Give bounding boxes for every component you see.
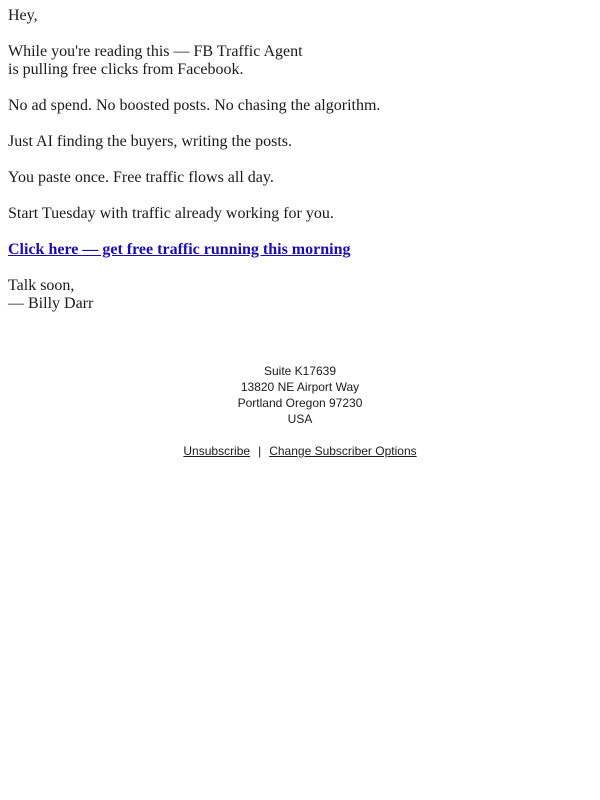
signoff-block (8, 277, 592, 313)
paste-once-paragraph: You paste once. Free traffic flows all day. (8, 169, 274, 186)
address-line-3: Portland Oregon 97230 (237, 396, 363, 410)
unsubscribe-link[interactable]: Unsubscribe (183, 444, 251, 458)
ai-paragraph: Just AI finding the buyers, writing the posts. (8, 133, 292, 150)
cta-paragraph (8, 241, 592, 259)
footer-links (0, 443, 600, 459)
start-tuesday-paragraph: Start Tuesday with traffic already working for you. (8, 205, 334, 222)
no-ad-spend-paragraph: No ad spend. No boosted posts. No chasing the algorithm. (8, 97, 381, 114)
change-subscriber-options-link[interactable]: Change Subscriber Options (269, 444, 417, 458)
intro-paragraph (8, 43, 592, 79)
signoff: Talk soon, (8, 277, 75, 294)
mailing-address (0, 363, 600, 427)
cta-link[interactable]: Click here — get free traffic running this morning (8, 241, 351, 258)
intro-line-2: is pulling free clicks from Facebook. (8, 61, 244, 78)
address-line-4: USA (287, 412, 313, 426)
email-footer (0, 363, 600, 459)
link-separator: | (258, 444, 262, 458)
signature: — Billy Darr (8, 295, 94, 312)
intro-line-1: While you're reading this — FB Traffic Agent (8, 43, 303, 60)
greeting: Hey, (8, 7, 38, 24)
address-line-2: 13820 NE Airport Way (240, 380, 360, 394)
address-line-1: Suite K17639 (263, 364, 337, 378)
